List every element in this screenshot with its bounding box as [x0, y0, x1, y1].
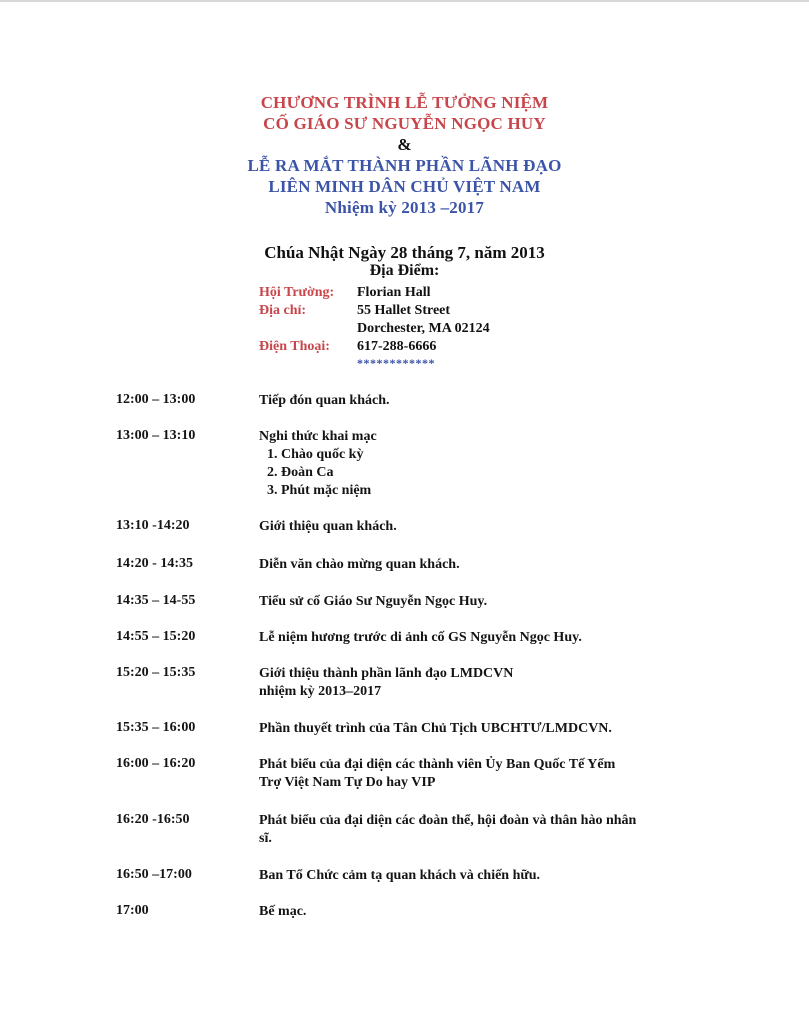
venue-details	[259, 284, 490, 356]
list-item: 1. Chào quốc kỳ	[281, 446, 709, 464]
schedule-time: 15:20 – 15:35	[116, 665, 196, 680]
schedule-row	[116, 428, 709, 500]
schedule-desc: Bế mạc.	[259, 904, 307, 919]
opening-ceremony-list	[259, 446, 709, 500]
schedule-desc: Nghi thức khai mạc 1. Chào quốc kỳ 2. Đoàn Ca 3. Phút mặc niệm	[259, 428, 709, 500]
schedule-desc: Phát biểu của đại diện các thành viên Ủy Ban Quốc Tế Yểm Trợ Việt Nam Tự Do hay VIP	[259, 757, 616, 790]
address-label: Địa chỉ:	[259, 303, 307, 318]
schedule-time: 14:20 - 14:35	[116, 556, 193, 571]
schedule-time: 16:50 –17:00	[116, 867, 192, 882]
schedule-desc: Ban Tổ Chức cảm tạ quan khách và chiến hữu.	[259, 868, 541, 883]
hall-label: Hội Trường:	[259, 285, 335, 300]
schedule-row	[116, 903, 709, 921]
venue-heading: Địa Điểm:	[369, 262, 440, 279]
schedule-time: 12:00 – 13:00	[116, 392, 196, 407]
schedule-row	[116, 392, 709, 410]
schedule-desc: Lễ niệm hương trước di ảnh cố GS Nguyễn Ngọc Huy.	[259, 630, 582, 645]
schedule-row	[116, 756, 709, 792]
star-separator: ************	[357, 356, 435, 370]
venue-phone-row	[259, 338, 490, 356]
hall-value: Florian Hall	[357, 285, 431, 300]
event-date: Chúa Nhật Ngày 28 tháng 7, năm 2013	[264, 243, 545, 262]
phone-label: Điện Thoại:	[259, 339, 330, 354]
venue-address-row	[259, 302, 490, 320]
schedule-row	[116, 629, 709, 647]
schedule-row	[116, 518, 709, 536]
list-item: 2. Đoàn Ca	[281, 464, 709, 482]
schedule-time: 13:00 – 13:10	[116, 428, 196, 443]
schedule-desc: Phát biểu của đại diện các đoàn thể, hội đoàn và thân hào nhân sĩ.	[259, 813, 637, 846]
schedule-desc: Giới thiệu thành phần lãnh đạo LMDCVN nhiệm kỳ 2013–2017	[259, 666, 514, 699]
phone-value: 617-288-6666	[357, 339, 437, 354]
schedule-desc: Tiếp đón quan khách.	[259, 393, 390, 408]
title-ampersand: &	[397, 135, 412, 154]
title-line-4: LIÊN MINH DÂN CHỦ VIỆT NAM	[268, 177, 541, 196]
schedule-desc: Tiểu sử cố Giáo Sư Nguyễn Ngọc Huy.	[259, 594, 488, 609]
program-title	[0, 92, 809, 218]
title-line-3: LỄ RA MẮT THÀNH PHẦN LÃNH ĐẠO	[247, 156, 562, 175]
schedule-time: 16:20 -16:50	[116, 812, 190, 827]
schedule-time: 15:35 – 16:00	[116, 720, 196, 735]
schedule-row	[116, 665, 709, 701]
schedule-row	[116, 720, 709, 738]
title-line-1: CHƯƠNG TRÌNH LỄ TƯỞNG NIỆM	[260, 93, 549, 112]
schedule-row	[116, 593, 709, 611]
venue-hall-row	[259, 284, 490, 302]
schedule-row	[116, 556, 709, 574]
venue-address-row-2	[259, 320, 490, 338]
schedule-desc: Phần thuyết trình của Tân Chủ Tịch UBCHTƯ/LMDCVN.	[259, 721, 612, 736]
schedule-row	[116, 812, 709, 848]
address-line-1: 55 Hallet Street	[357, 303, 451, 318]
schedule-row	[116, 867, 709, 885]
schedule-time: 13:10 -14:20	[116, 518, 190, 533]
schedule-desc: Diễn văn chào mừng quan khách.	[259, 557, 460, 572]
scan-edge-divider	[0, 0, 809, 2]
schedule-time: 16:00 – 16:20	[116, 756, 196, 771]
schedule-time: 14:55 – 15:20	[116, 629, 196, 644]
list-item: 3. Phút mặc niệm	[281, 482, 709, 500]
title-term: Nhiệm kỳ 2013 –2017	[324, 198, 485, 217]
schedule-time: 14:35 – 14-55	[116, 593, 196, 608]
title-line-2: CỐ GIÁO SƯ NGUYỄN NGỌC HUY	[263, 114, 546, 133]
schedule-time: 17:00	[116, 903, 149, 918]
schedule-desc: Giới thiệu quan khách.	[259, 519, 397, 534]
address-line-2: Dorchester, MA 02124	[357, 321, 490, 336]
